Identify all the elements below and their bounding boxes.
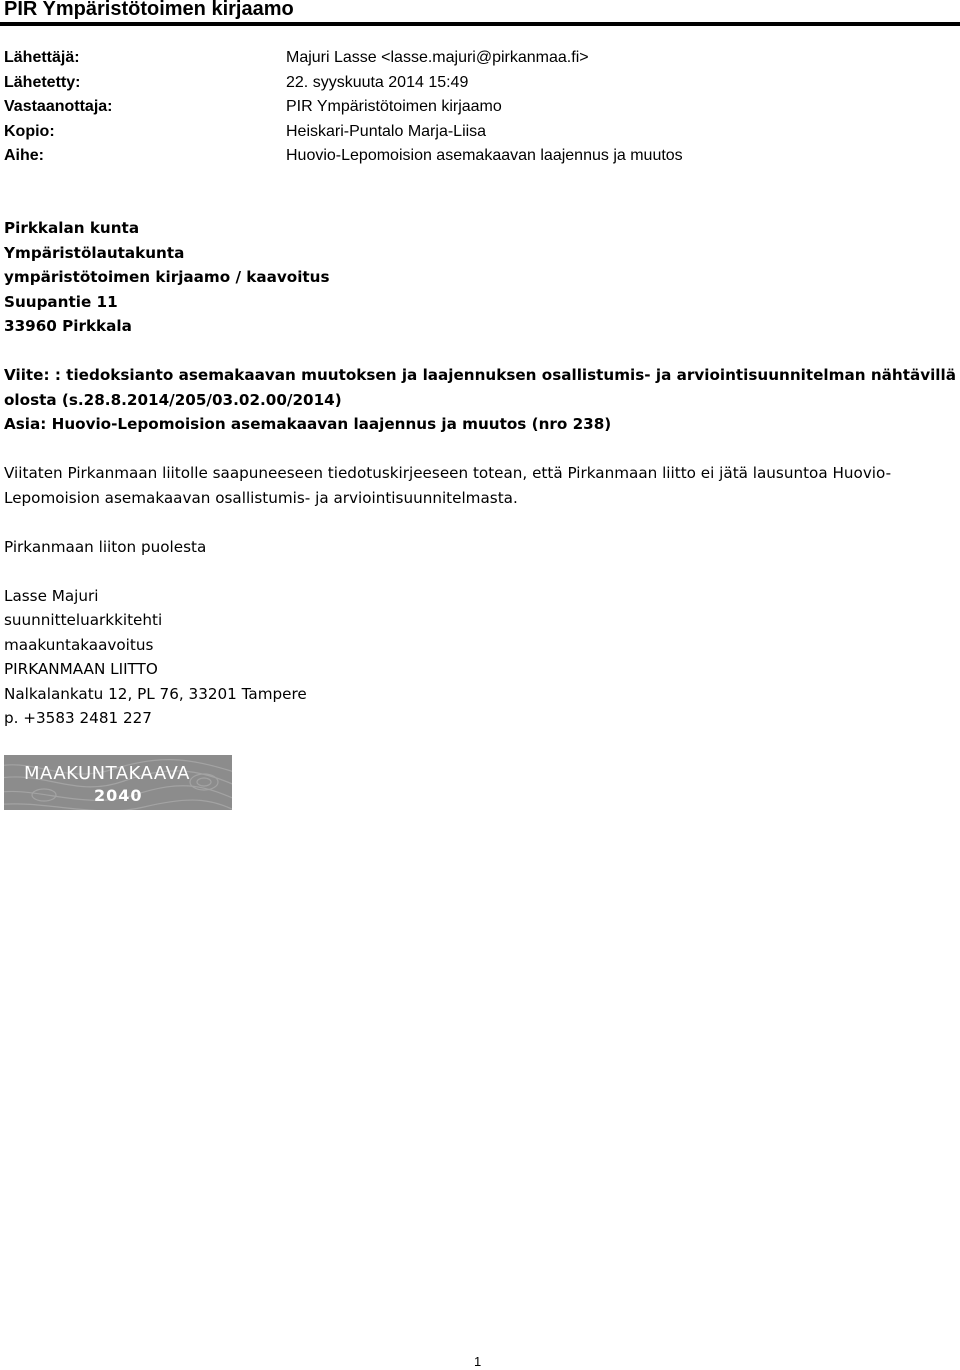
- address-line-street: Suupantie 11: [4, 292, 118, 311]
- sender-label: Lähettäjä:: [4, 49, 80, 66]
- address-line-municipality: Pirkkalan kunta: [4, 219, 140, 237]
- closing-line: Pirkanmaan liiton puolesta: [4, 537, 207, 556]
- title-divider: [0, 22, 960, 26]
- spacer: [4, 437, 956, 462]
- body-paragraph-line-1: Viitaten Pirkanmaan liitolle saapuneeseen tiedotuskirjeeseen totean, että Pirkanmaan liitto ei jätä lausuntoa Huovio-: [4, 464, 892, 482]
- spacer: [4, 559, 956, 584]
- signature-phone: p. +3583 2481 227: [4, 709, 152, 727]
- subject-line: Asia: Huovio-Lepomoision asemakaavan laajennus ja muutos (nro 238): [4, 415, 612, 433]
- recipient-label: Vastaanottaja:: [4, 98, 113, 115]
- reference-line-2: olosta (s.28.8.2014/205/03.02.00/2014): [4, 390, 342, 409]
- spacer: [4, 510, 956, 535]
- signature-address: Nalkalankatu 12, PL 76, 33201 Tampere: [4, 684, 307, 703]
- subject-label: Aihe:: [4, 147, 44, 164]
- cc-value: Heiskari-Puntalo Marja-Liisa: [286, 122, 487, 140]
- page-number: 1: [474, 1354, 482, 1369]
- sender-value: Majuri Lasse <lasse.majuri@pirkanmaa.fi>: [286, 49, 589, 66]
- address-line-board: Ympäristölautakunta: [4, 243, 185, 262]
- message-body: [4, 216, 956, 731]
- recipient-value: PIR Ympäristötoimen kirjaamo: [286, 98, 502, 115]
- spacer: [4, 339, 956, 364]
- logo-main-text: MAAKUNTAKAAVA: [24, 763, 190, 784]
- sent-value: 22. syyskuuta 2014 15:49: [286, 73, 469, 91]
- cc-label: Kopio:: [4, 122, 55, 140]
- maakuntakaava-logo: [4, 755, 232, 810]
- sent-label: Lähetetty:: [4, 73, 81, 91]
- subject-value: Huovio-Lepomoision asemakaavan laajennus ja muutos: [286, 147, 683, 164]
- address-line-postal: 33960 Pirkkala: [4, 317, 132, 335]
- signature-department: maakuntakaavoitus: [4, 635, 154, 654]
- signature-title: suunnitteluarkkitehti: [4, 611, 163, 629]
- signature-organization: PIRKANMAAN LIITTO: [4, 660, 158, 678]
- document-title: PIR Ympäristötoimen kirjaamo: [4, 0, 294, 20]
- signature-name: Lasse Majuri: [4, 586, 99, 605]
- reference-line-1: Viite: : tiedoksianto asemakaavan muutoksen ja laajennuksen osallistumis- ja arviointisuunnitelman nähtävillä: [4, 366, 956, 384]
- body-paragraph-line-2: Lepomoision asemakaavan osallistumis- ja arviointisuunnitelmasta.: [4, 488, 518, 507]
- logo-year-text: 2040: [94, 786, 143, 805]
- address-line-office: ympäristötoimen kirjaamo / kaavoitus: [4, 268, 330, 286]
